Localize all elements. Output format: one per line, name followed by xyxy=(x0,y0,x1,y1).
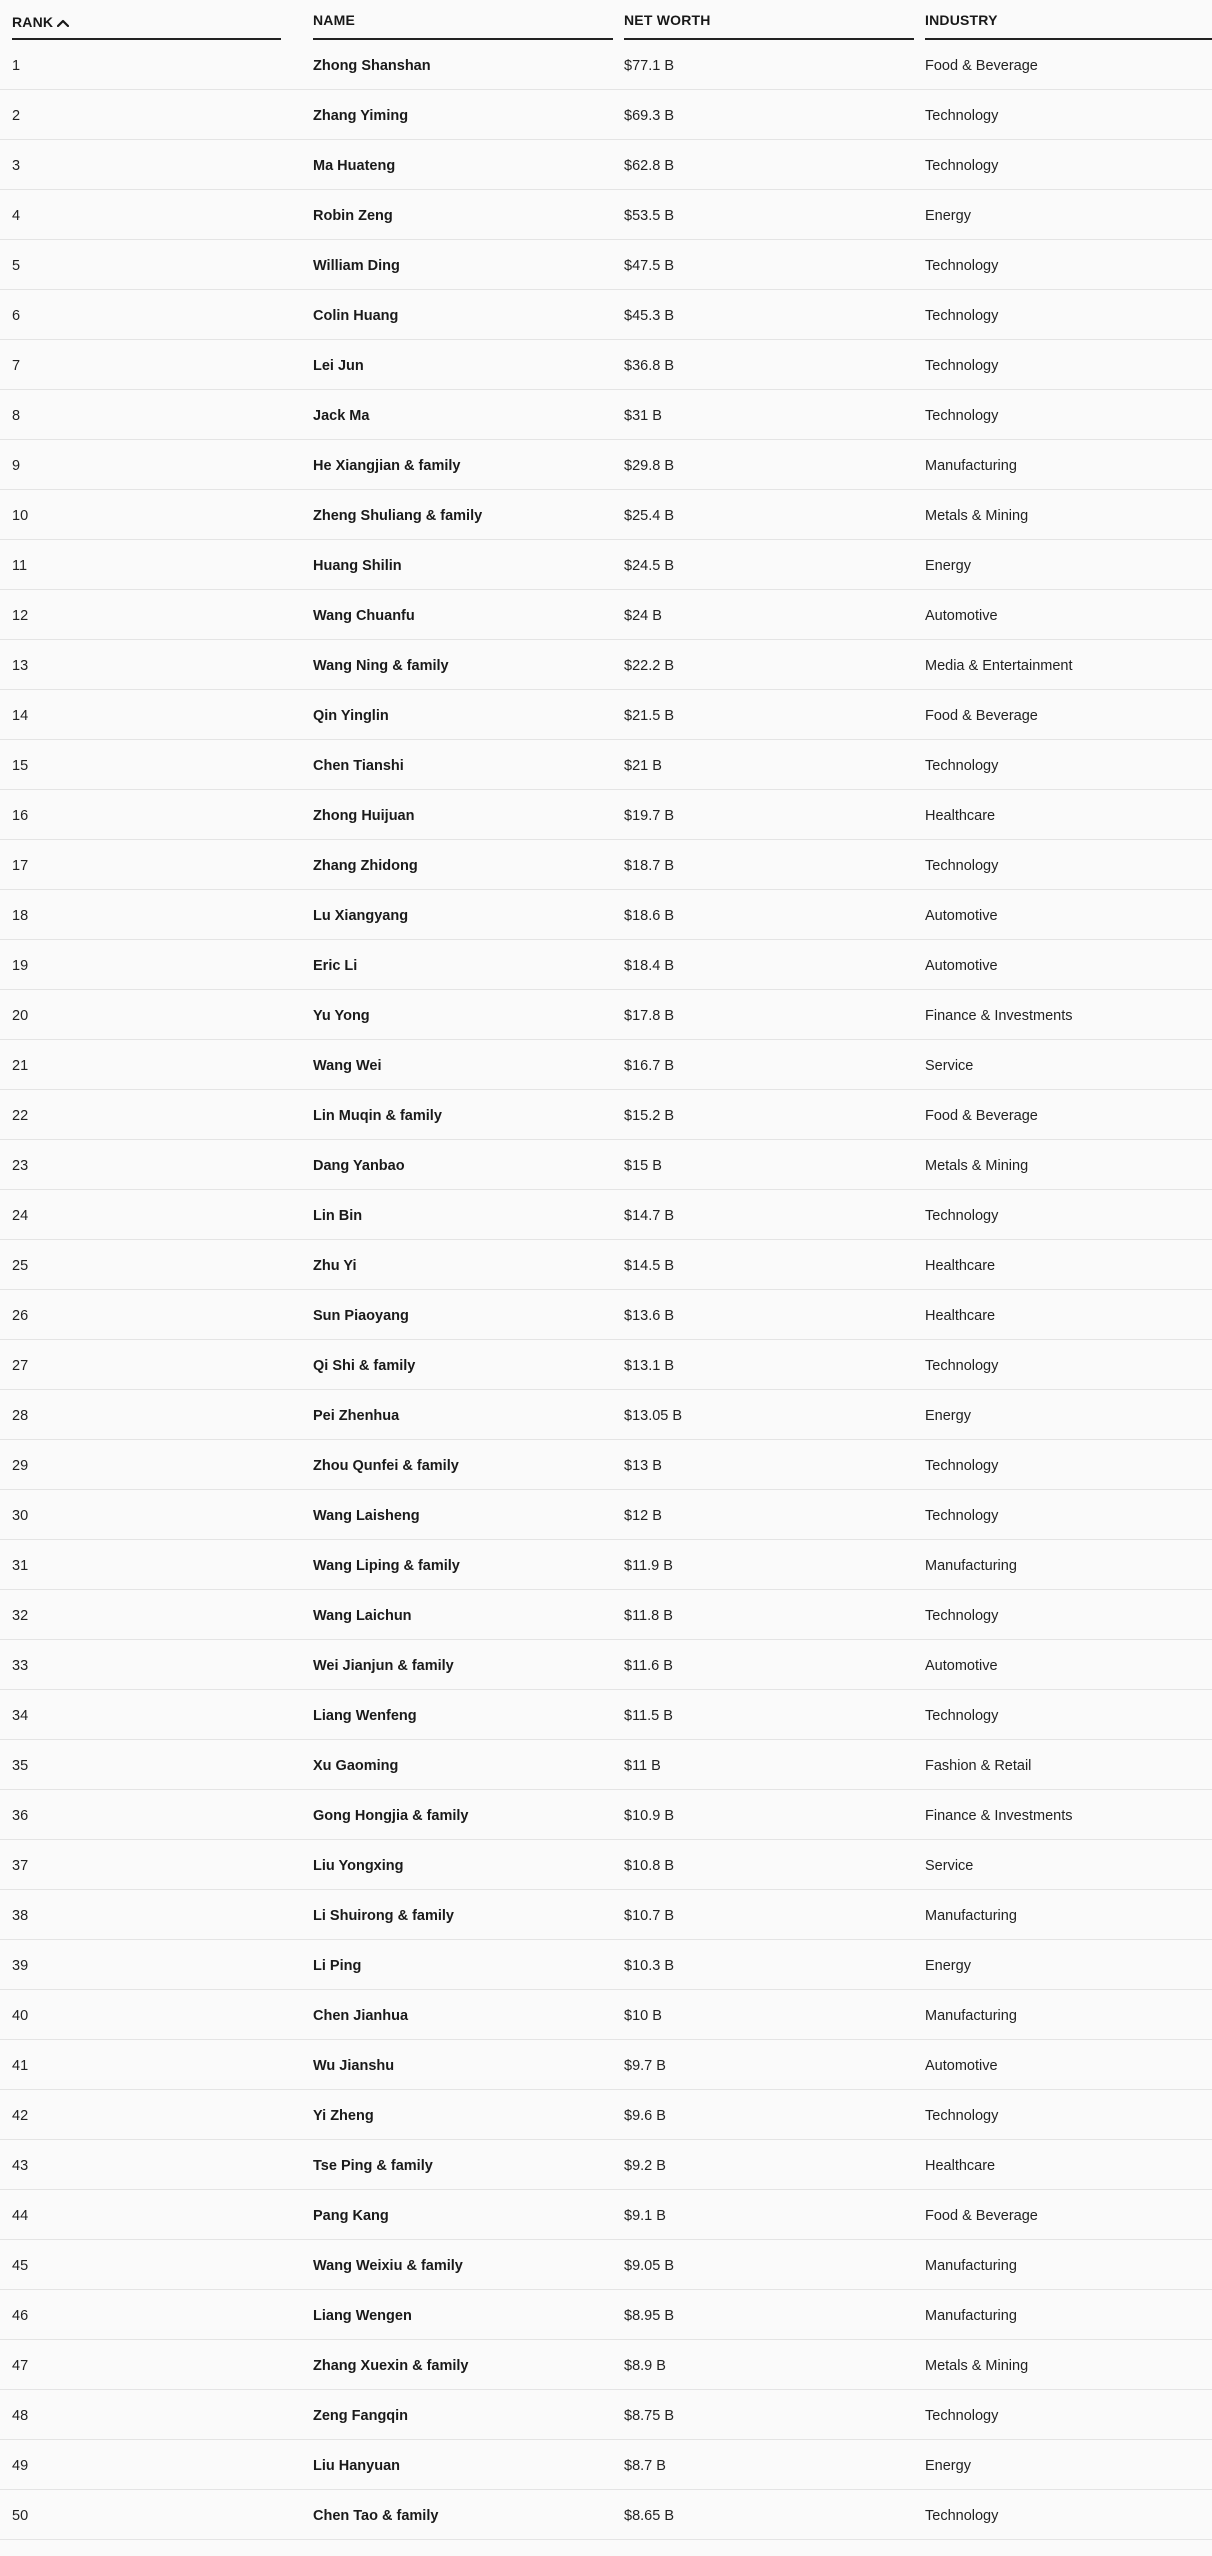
rank-cell: 39 xyxy=(12,1958,29,1974)
rank-cell: 7 xyxy=(12,358,21,374)
column-header-name[interactable] xyxy=(313,0,613,40)
rank-cell: 5 xyxy=(12,258,21,274)
rank-cell: 1 xyxy=(12,58,21,74)
name-cell: Zhang Yiming xyxy=(313,108,409,124)
net-worth-cell: $15 B xyxy=(624,1158,662,1174)
column-header-net-worth[interactable] xyxy=(624,0,914,40)
rank-cell: 13 xyxy=(12,658,29,674)
name-cell: Zhu Yi xyxy=(313,1258,357,1274)
industry-cell: Automotive xyxy=(925,1658,998,1674)
industry-cell: Technology xyxy=(925,1508,999,1524)
rank-cell: 3 xyxy=(12,158,21,174)
rank-cell: 23 xyxy=(12,1158,29,1174)
net-worth-cell: $62.8 B xyxy=(624,158,674,174)
industry-cell: Food & Beverage xyxy=(925,1108,1038,1124)
rank-cell: 49 xyxy=(12,2458,29,2474)
industry-cell: Manufacturing xyxy=(925,458,1017,474)
table-row[interactable] xyxy=(0,740,1212,790)
industry-cell: Metals & Mining xyxy=(925,1158,1029,1174)
rank-cell: 2 xyxy=(12,108,21,124)
table-row[interactable] xyxy=(0,1940,1212,1990)
table-row[interactable] xyxy=(0,240,1212,290)
table-row[interactable] xyxy=(0,1890,1212,1940)
rank-cell: 25 xyxy=(12,1258,29,1274)
table-row[interactable] xyxy=(0,1590,1212,1640)
net-worth-cell: $14.5 B xyxy=(624,1258,674,1274)
table-row[interactable] xyxy=(0,2340,1212,2390)
industry-cell: Food & Beverage xyxy=(925,58,1038,74)
net-worth-cell: $24 B xyxy=(624,608,662,624)
industry-cell: Technology xyxy=(925,308,999,324)
rank-cell: 42 xyxy=(12,2108,29,2124)
rank-cell: 28 xyxy=(12,1408,29,1424)
table-row[interactable] xyxy=(0,1240,1212,1290)
industry-cell: Technology xyxy=(925,2508,999,2524)
industry-cell: Manufacturing xyxy=(925,2258,1017,2274)
net-worth-cell: $10.9 B xyxy=(624,1808,674,1824)
rank-cell: 21 xyxy=(12,1058,29,1074)
rank-cell: 12 xyxy=(12,608,29,624)
net-worth-cell: $11.9 B xyxy=(624,1558,673,1574)
rank-cell: 50 xyxy=(12,2508,29,2524)
name-cell: Sun Piaoyang xyxy=(313,1308,409,1324)
industry-cell: Service xyxy=(925,1058,974,1074)
rank-cell: 15 xyxy=(12,758,29,774)
table-row[interactable] xyxy=(0,490,1212,540)
name-cell: Colin Huang xyxy=(313,308,399,324)
net-worth-cell: $8.9 B xyxy=(624,2358,666,2374)
industry-cell: Manufacturing xyxy=(925,2308,1017,2324)
industry-cell: Food & Beverage xyxy=(925,708,1038,724)
table-row[interactable] xyxy=(0,2390,1212,2440)
table-row[interactable] xyxy=(0,2090,1212,2140)
table-row[interactable] xyxy=(0,890,1212,940)
net-worth-cell: $10 B xyxy=(624,2008,662,2024)
industry-cell: Automotive xyxy=(925,958,998,974)
industry-cell: Technology xyxy=(925,2108,999,2124)
industry-cell: Technology xyxy=(925,858,999,874)
name-cell: Li Ping xyxy=(313,1958,362,1974)
rank-cell: 35 xyxy=(12,1758,29,1774)
name-cell: Chen Tianshi xyxy=(313,758,404,774)
table-row[interactable] xyxy=(0,2240,1212,2290)
name-cell: Liu Yongxing xyxy=(313,1858,404,1874)
industry-cell: Media & Entertainment xyxy=(925,658,1073,674)
name-cell: Zhong Shanshan xyxy=(313,58,431,74)
table-header xyxy=(0,0,1212,40)
name-cell: Wu Jianshu xyxy=(313,2058,395,2074)
net-worth-cell: $10.7 B xyxy=(624,1908,674,1924)
industry-cell: Healthcare xyxy=(925,2158,996,2174)
industry-cell: Automotive xyxy=(925,2058,998,2074)
net-worth-cell: $8.95 B xyxy=(624,2308,674,2324)
rank-cell: 27 xyxy=(12,1358,29,1374)
net-worth-cell: $9.2 B xyxy=(624,2158,666,2174)
industry-cell: Technology xyxy=(925,758,999,774)
table-row[interactable] xyxy=(0,1290,1212,1340)
rank-cell: 29 xyxy=(12,1458,29,1474)
rank-cell: 41 xyxy=(12,2058,29,2074)
rank-cell: 31 xyxy=(12,1558,29,1574)
net-worth-cell: $9.7 B xyxy=(624,2058,666,2074)
net-worth-cell: $10.3 B xyxy=(624,1958,674,1974)
name-cell: Pang Kang xyxy=(313,2208,389,2224)
rank-cell: 45 xyxy=(12,2258,29,2274)
table-row[interactable] xyxy=(0,1840,1212,1890)
rank-cell: 10 xyxy=(12,508,29,524)
name-cell: Wang Ning & family xyxy=(313,658,449,674)
net-worth-cell: $24.5 B xyxy=(624,558,674,574)
name-cell: Zheng Shuliang & family xyxy=(313,508,483,524)
industry-cell: Technology xyxy=(925,108,999,124)
industry-cell: Technology xyxy=(925,408,999,424)
industry-cell: Technology xyxy=(925,158,999,174)
name-cell: Liang Wengen xyxy=(313,2308,412,2324)
table-row[interactable] xyxy=(0,40,1212,90)
net-worth-cell: $11.6 B xyxy=(624,1658,673,1674)
net-worth-cell: $31 B xyxy=(624,408,662,424)
industry-cell: Energy xyxy=(925,2458,971,2474)
net-worth-cell: $17.8 B xyxy=(624,1008,674,1024)
industry-cell: Technology xyxy=(925,1608,999,1624)
net-worth-cell: $16.7 B xyxy=(624,1058,674,1074)
net-worth-cell: $11.8 B xyxy=(624,1608,673,1624)
net-worth-cell: $53.5 B xyxy=(624,208,674,224)
net-worth-cell: $12 B xyxy=(624,1508,662,1524)
table-row[interactable] xyxy=(0,690,1212,740)
net-worth-cell: $36.8 B xyxy=(624,358,674,374)
name-cell: Tse Ping & family xyxy=(313,2158,433,2174)
industry-cell: Technology xyxy=(925,1458,999,1474)
name-cell: Gong Hongjia & family xyxy=(313,1808,469,1824)
industry-cell: Finance & Investments xyxy=(925,1808,1073,1824)
rank-cell: 11 xyxy=(12,558,28,574)
rank-cell: 17 xyxy=(12,858,29,874)
industry-cell: Healthcare xyxy=(925,1308,996,1324)
net-worth-cell: $77.1 B xyxy=(624,58,674,74)
name-cell: Wang Laisheng xyxy=(313,1508,420,1524)
table-row[interactable] xyxy=(0,1790,1212,1840)
net-worth-cell: $8.7 B xyxy=(624,2458,666,2474)
net-worth-cell: $9.05 B xyxy=(624,2258,674,2274)
name-cell: Robin Zeng xyxy=(313,208,393,224)
table-row[interactable] xyxy=(0,1090,1212,1140)
net-worth-cell: $22.2 B xyxy=(624,658,674,674)
industry-cell: Finance & Investments xyxy=(925,1008,1073,1024)
table-row[interactable] xyxy=(0,2440,1212,2490)
industry-cell: Technology xyxy=(925,258,999,274)
table-row[interactable] xyxy=(0,2140,1212,2190)
name-cell: Qi Shi & family xyxy=(313,1358,416,1374)
table-row[interactable] xyxy=(0,190,1212,240)
table-row[interactable] xyxy=(0,1540,1212,1590)
industry-cell: Technology xyxy=(925,358,999,374)
column-header-industry-label: INDUSTRY xyxy=(925,12,998,28)
rank-cell: 36 xyxy=(12,1808,29,1824)
table-row[interactable] xyxy=(0,990,1212,1040)
rank-cell: 37 xyxy=(12,1858,29,1874)
net-worth-cell: $10.8 B xyxy=(624,1858,674,1874)
rank-cell: 14 xyxy=(12,708,29,724)
table-row[interactable] xyxy=(0,1640,1212,1690)
net-worth-cell: $9.1 B xyxy=(624,2208,666,2224)
name-cell: Pei Zhenhua xyxy=(313,1408,400,1424)
net-worth-cell: $8.65 B xyxy=(624,2508,674,2524)
industry-cell: Manufacturing xyxy=(925,1558,1017,1574)
name-cell: Chen Jianhua xyxy=(313,2008,409,2024)
net-worth-cell: $19.7 B xyxy=(624,808,674,824)
table-row[interactable] xyxy=(0,2040,1212,2090)
net-worth-cell: $21 B xyxy=(624,758,662,774)
column-header-net-worth-label: NET WORTH xyxy=(624,12,711,28)
net-worth-cell: $47.5 B xyxy=(624,258,674,274)
table-row[interactable] xyxy=(0,590,1212,640)
name-cell: Zhang Zhidong xyxy=(313,858,418,874)
rank-cell: 32 xyxy=(12,1608,29,1624)
industry-cell: Metals & Mining xyxy=(925,508,1029,524)
name-cell: Lu Xiangyang xyxy=(313,908,409,924)
net-worth-cell: $18.4 B xyxy=(624,958,674,974)
net-worth-cell: $13.05 B xyxy=(624,1408,683,1424)
name-cell: Wang Liping & family xyxy=(313,1558,460,1574)
net-worth-cell: $18.6 B xyxy=(624,908,674,924)
name-cell: Wang Weixiu & family xyxy=(313,2258,463,2274)
rank-cell: 4 xyxy=(12,208,21,224)
table-row[interactable] xyxy=(0,140,1212,190)
name-cell: Zhang Xuexin & family xyxy=(313,2358,469,2374)
chevron-up-icon xyxy=(57,0,69,40)
rank-cell: 26 xyxy=(12,1308,29,1324)
table-row[interactable] xyxy=(0,1490,1212,1540)
name-cell: Dang Yanbao xyxy=(313,1158,405,1174)
name-cell: Xu Gaoming xyxy=(313,1758,399,1774)
industry-cell: Technology xyxy=(925,1358,999,1374)
name-cell: Lei Jun xyxy=(313,358,364,374)
industry-cell: Healthcare xyxy=(925,808,996,824)
net-worth-cell: $45.3 B xyxy=(624,308,674,324)
net-worth-cell: $9.6 B xyxy=(624,2108,666,2124)
industry-cell: Energy xyxy=(925,1958,971,1974)
net-worth-cell: $18.7 B xyxy=(624,858,674,874)
net-worth-cell: $21.5 B xyxy=(624,708,674,724)
net-worth-cell: $11 B xyxy=(624,1758,661,1774)
rank-cell: 18 xyxy=(12,908,29,924)
name-cell: Eric Li xyxy=(313,958,358,974)
table-body xyxy=(0,40,1212,2540)
name-cell: Chen Tao & family xyxy=(313,2508,439,2524)
column-header-rank-label: RANK xyxy=(12,14,54,30)
table-row[interactable] xyxy=(0,840,1212,890)
column-header-rank[interactable] xyxy=(12,0,281,40)
industry-cell: Manufacturing xyxy=(925,2008,1017,2024)
rank-cell: 43 xyxy=(12,2158,29,2174)
table-row[interactable] xyxy=(0,1190,1212,1240)
name-cell: Lin Bin xyxy=(313,1208,363,1224)
industry-cell: Metals & Mining xyxy=(925,2358,1029,2374)
net-worth-cell: $14.7 B xyxy=(624,1208,674,1224)
rank-cell: 30 xyxy=(12,1508,29,1524)
name-cell: He Xiangjian & family xyxy=(313,458,461,474)
table-row[interactable] xyxy=(0,1140,1212,1190)
rank-cell: 47 xyxy=(12,2358,29,2374)
name-cell: Zeng Fangqin xyxy=(313,2408,409,2424)
table-row[interactable] xyxy=(0,1690,1212,1740)
table-row[interactable] xyxy=(0,1990,1212,2040)
table-row[interactable] xyxy=(0,1440,1212,1490)
name-cell: Yi Zheng xyxy=(313,2108,374,2124)
rank-cell: 38 xyxy=(12,1908,29,1924)
name-cell: Zhong Huijuan xyxy=(313,808,415,824)
industry-cell: Manufacturing xyxy=(925,1908,1017,1924)
rank-cell: 33 xyxy=(12,1658,29,1674)
table-row[interactable] xyxy=(0,1390,1212,1440)
rank-cell: 48 xyxy=(12,2408,29,2424)
name-cell: Yu Yong xyxy=(313,1008,370,1024)
rank-cell: 46 xyxy=(12,2308,29,2324)
table-row[interactable] xyxy=(0,440,1212,490)
table-row[interactable] xyxy=(0,790,1212,840)
industry-cell: Energy xyxy=(925,208,971,224)
name-cell: Zhou Qunfei & family xyxy=(313,1458,459,1474)
industry-cell: Food & Beverage xyxy=(925,2208,1038,2224)
net-worth-cell: $29.8 B xyxy=(624,458,674,474)
net-worth-cell: $13.1 B xyxy=(624,1358,674,1374)
rank-cell: 9 xyxy=(12,458,21,474)
name-cell: Wei Jianjun & family xyxy=(313,1658,454,1674)
net-worth-cell: $15.2 B xyxy=(624,1108,674,1124)
industry-cell: Technology xyxy=(925,1708,999,1724)
rank-cell: 8 xyxy=(12,408,21,424)
column-header-name-label: NAME xyxy=(313,12,356,28)
column-header-industry[interactable] xyxy=(925,0,1212,40)
industry-cell: Fashion & Retail xyxy=(925,1758,1032,1774)
table-row[interactable] xyxy=(0,340,1212,390)
table-row[interactable] xyxy=(0,90,1212,140)
net-worth-cell: $11.5 B xyxy=(624,1708,673,1724)
rank-cell: 20 xyxy=(12,1008,29,1024)
table-row[interactable] xyxy=(0,2190,1212,2240)
industry-cell: Energy xyxy=(925,558,971,574)
table-row[interactable] xyxy=(0,2290,1212,2340)
rank-cell: 24 xyxy=(12,1208,29,1224)
table-row[interactable] xyxy=(0,640,1212,690)
industry-cell: Service xyxy=(925,1858,974,1874)
net-worth-cell: $69.3 B xyxy=(624,108,674,124)
table-row[interactable] xyxy=(0,390,1212,440)
name-cell: Wang Laichun xyxy=(313,1608,412,1624)
rank-cell: 40 xyxy=(12,2008,29,2024)
table-row[interactable] xyxy=(0,540,1212,590)
table-row[interactable] xyxy=(0,1040,1212,1090)
rank-cell: 6 xyxy=(12,308,21,324)
rank-cell: 19 xyxy=(12,958,29,974)
name-cell: Wang Wei xyxy=(313,1058,382,1074)
industry-cell: Automotive xyxy=(925,908,998,924)
rank-cell: 16 xyxy=(12,808,29,824)
table-row[interactable] xyxy=(0,290,1212,340)
industry-cell: Technology xyxy=(925,2408,999,2424)
table-row[interactable] xyxy=(0,1740,1212,1790)
industry-cell: Energy xyxy=(925,1408,971,1424)
net-worth-cell: $8.75 B xyxy=(624,2408,674,2424)
table-row[interactable] xyxy=(0,940,1212,990)
name-cell: Wang Chuanfu xyxy=(313,608,415,624)
net-worth-cell: $25.4 B xyxy=(624,508,674,524)
rank-cell: 34 xyxy=(12,1708,29,1724)
net-worth-cell: $13 B xyxy=(624,1458,662,1474)
name-cell: William Ding xyxy=(313,258,400,274)
name-cell: Lin Muqin & family xyxy=(313,1108,442,1124)
name-cell: Huang Shilin xyxy=(313,558,402,574)
name-cell: Li Shuirong & family xyxy=(313,1908,454,1924)
table-row[interactable] xyxy=(0,2490,1212,2540)
name-cell: Liu Hanyuan xyxy=(313,2458,401,2474)
name-cell: Qin Yinglin xyxy=(313,708,389,724)
table-row[interactable] xyxy=(0,1340,1212,1390)
name-cell: Liang Wenfeng xyxy=(313,1708,417,1724)
industry-cell: Healthcare xyxy=(925,1258,996,1274)
rank-cell: 44 xyxy=(12,2208,29,2224)
rank-cell: 22 xyxy=(12,1108,29,1124)
industry-cell: Automotive xyxy=(925,608,998,624)
name-cell: Jack Ma xyxy=(313,408,370,424)
industry-cell: Technology xyxy=(925,1208,999,1224)
net-worth-cell: $13.6 B xyxy=(624,1308,674,1324)
name-cell: Ma Huateng xyxy=(313,158,396,174)
